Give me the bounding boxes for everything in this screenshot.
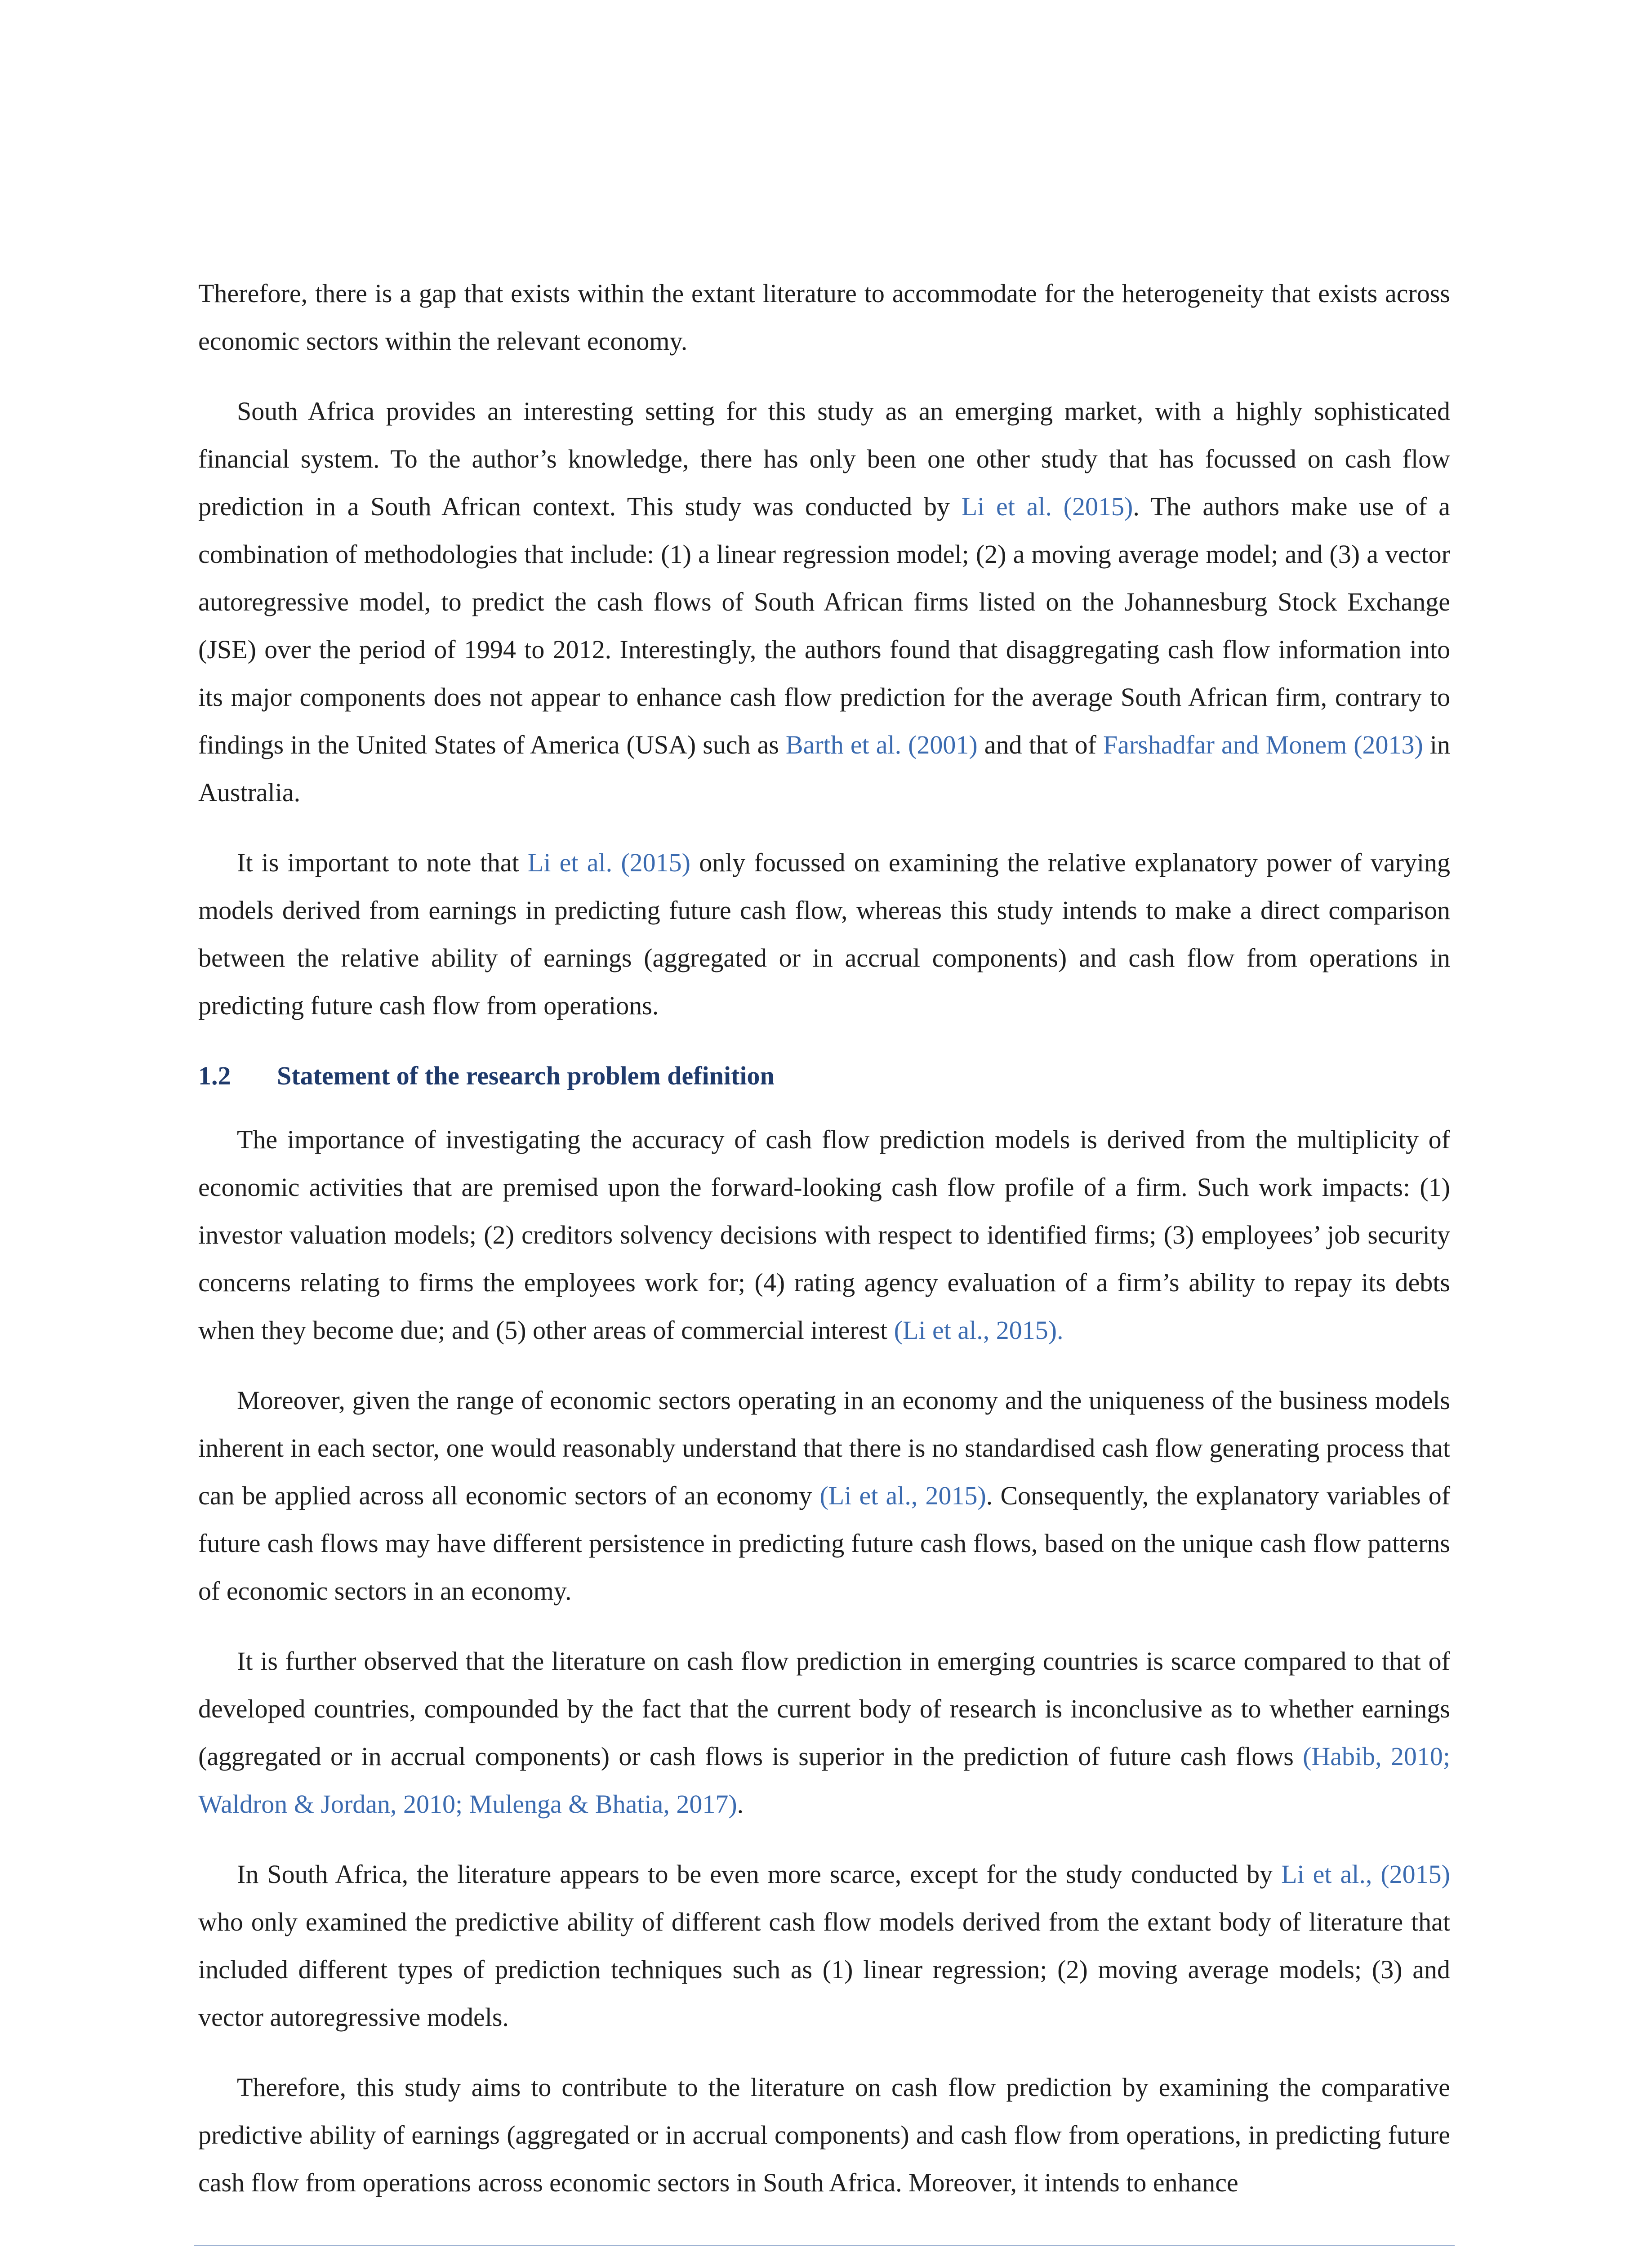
paragraph-text: The importance of investigating the accuracy of cash flow prediction models is derived from the multiplicity of economic activities that are premised upon the forward-looking cash flow profile of a firm. Such work impacts: (1) investor valuation models; (2) creditors solvency decisions with respect to identified firms; (3) employees’ job security concerns relating to firms the employees work for; (4) rating agency evaluation of a firm’s ability to repay its debts when they become due; and (5) other areas of commercial interest <box>198 1125 1450 1345</box>
paragraph-text: In South Africa, the literature appears to be even more scarce, except for the study conducted by <box>237 1860 1282 1889</box>
page-footer <box>0 2246 1652 2248</box>
section-number: 1.2 <box>198 1061 231 1090</box>
section-heading <box>198 1052 1450 1100</box>
paragraph-text: . The authors make use of a combination of methodologies that include: (1) a linear regression model; (2) a moving average model; and (3) a vector autoregressive model, to predict the cash flows of South African firms listed on the Johannesburg Stock Exchange (JSE) over the period of 1994 to 2012. Interestingly, the authors found that disaggregating cash flow information into its major components does not appear to enhance cash flow prediction for the average South African firm, contrary to findings in the United States of America (USA) such as <box>198 492 1450 759</box>
paragraph-emerging-countries <box>198 1637 1450 1828</box>
paragraph-text: who only examined the predictive ability of different cash flow models derived from the extant body of literature that included different types of prediction techniques such as (1) linear regression; (2) moving average models; (3) and vector autoregressive models. <box>198 1907 1450 2032</box>
paragraph-text: Therefore, there is a gap that exists within the extant literature to accommodate for the heterogeneity that exists across economic sectors within the relevant economy. <box>198 279 1450 356</box>
citation-link[interactable]: Li et al., (2015) <box>1281 1860 1450 1889</box>
paragraph-text: Therefore, this study aims to contribute to the literature on cash flow prediction by examining the comparative predictive ability of earnings (aggregated or in accrual components) and cash flow from operations, in predicting future cash flow from operations across economic sectors in South Africa. Moreover, it intends to enhance <box>198 2073 1450 2197</box>
paragraph-text: It is further observed that the literature on cash flow prediction in emerging countries is scarce compared to that of developed countries, compounded by the fact that the current body of research is inconclusive as to whether earnings (aggregated or in accrual components) or cash flows is superior in the prediction of future cash flows <box>198 1646 1450 1771</box>
paragraph-text: South Africa provides an interesting setting for this study as an emerging market, with a highly sophisticated financial system. To the author’s knowledge, there has only been one other study that has focussed on cash flow prediction in a South African context. This study was conducted by <box>198 397 1450 521</box>
paragraph-south-africa-literature <box>198 1851 1450 2041</box>
paragraph-li-focus <box>198 839 1450 1030</box>
paragraph-gap-statement <box>198 270 1450 365</box>
paragraph-text: in Australia. <box>198 730 1451 807</box>
paragraph-south-africa-setting <box>198 388 1450 816</box>
page-body <box>198 270 1450 2229</box>
citation-link[interactable]: Barth et al. (2001) <box>785 730 978 759</box>
citation-link[interactable]: (Li et al., 2015). <box>894 1316 1064 1345</box>
citation-link[interactable]: (Li et al., 2015) <box>819 1481 986 1510</box>
citation-link[interactable]: Li et al. (2015) <box>961 492 1133 521</box>
citation-link[interactable]: Li et al. (2015) <box>527 848 690 877</box>
paragraph-text: only focussed on examining the relative explanatory power of varying models derived from earnings in predicting future cash flow, whereas this study intends to make a direct comparison between the relative ability of earnings (aggregated or in accrual components) and cash flow from operations in predicting future cash flow from operations. <box>198 848 1451 1020</box>
section-title: Statement of the research problem definition <box>277 1061 775 1090</box>
paragraph-text: Moreover, given the range of economic sectors operating in an economy and the uniqueness of the business models inherent in each sector, one would reasonably understand that there is no standardised cash flow generating process that can be applied across all economic sectors of an economy <box>198 1386 1450 1510</box>
citation-link[interactable]: (Habib, 2010; Waldron & Jordan, 2010; Mulenga & Bhatia, 2017) <box>198 1742 1451 1819</box>
paragraph-text: and that of <box>977 730 1103 759</box>
paragraph-text: It is important to note that <box>237 848 528 877</box>
paragraph-text: . Consequently, the explanatory variables of future cash flows may have different persistence in predicting future cash flows, based on the unique cash flow patterns of economic sectors in an economy. <box>198 1481 1451 1606</box>
paragraph-economic-sectors <box>198 1377 1450 1615</box>
paragraph-text: . <box>737 1789 744 1819</box>
paragraph-importance <box>198 1116 1450 1354</box>
citation-link[interactable]: Farshadfar and Monem (2013) <box>1103 730 1423 759</box>
paragraph-study-aim <box>198 2064 1450 2207</box>
